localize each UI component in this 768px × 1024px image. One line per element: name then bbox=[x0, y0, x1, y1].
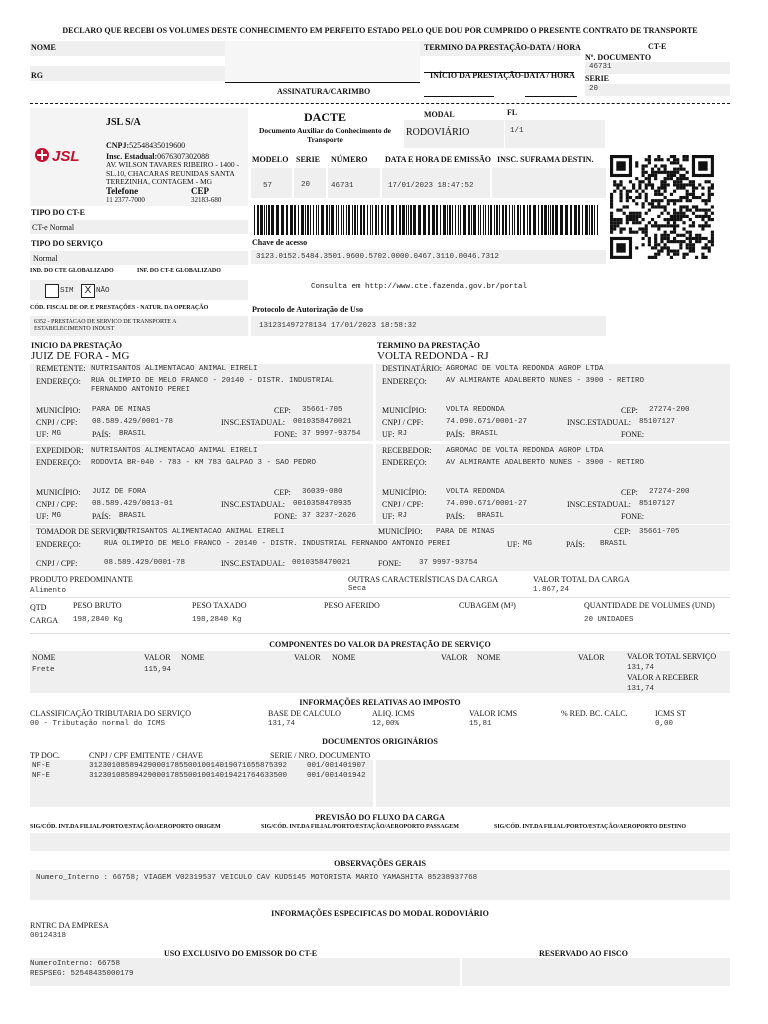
destinatario-cep: 27274-200 bbox=[649, 406, 690, 414]
serie-h-label: SERIE bbox=[296, 155, 321, 164]
serie-value: 20 bbox=[589, 85, 599, 93]
consulta-text: Consulta em http://www.cte.fazenda.gov.br/portal bbox=[311, 283, 528, 291]
recebedor-label: RECEBEDOR: bbox=[382, 446, 432, 455]
destinatario-uf-label: UF: bbox=[382, 430, 395, 439]
comp-item-nome: Frete bbox=[32, 666, 55, 674]
comp-nome-label-3: NOME bbox=[332, 653, 356, 662]
comp-nome-label-1: NOME bbox=[32, 653, 56, 662]
modal-value: RODOVIÁRIO bbox=[406, 127, 470, 138]
fluxo-box bbox=[30, 833, 730, 851]
qtd-label: QTD bbox=[30, 603, 47, 612]
emitter-ie: 0676307302088 bbox=[157, 152, 210, 161]
tipo-cte-label: TIPO DO CT-E bbox=[31, 208, 85, 217]
remetente-name: NUTRISANTOS ALIMENTACAO ANIMAL EIRELI bbox=[91, 365, 258, 373]
destinatario-endereco-label: ENDEREÇO: bbox=[382, 377, 427, 386]
numero-label: NÚMERO bbox=[331, 155, 368, 164]
expedidor-pais: BRASIL bbox=[119, 512, 147, 520]
componentes-title: COMPONENTES DO VALOR DA PRESTAÇÃO DE SERVIÇO bbox=[269, 640, 491, 649]
tomador-uf: MG bbox=[523, 540, 533, 548]
destinatario-cnpj-label: CNPJ / CPF: bbox=[382, 418, 424, 427]
cnpj-label: CNPJ: bbox=[106, 141, 130, 150]
expedidor-municipio-label: MUNICÍPIO: bbox=[36, 488, 81, 497]
destinatario-uf: RJ bbox=[398, 430, 408, 438]
comp-valor-label-4: VALOR bbox=[578, 653, 605, 662]
tomador-uf-label: UF: bbox=[507, 540, 520, 549]
recebedor-municipio: VOLTA REDONDA bbox=[446, 488, 505, 496]
destinatario-endereco: AV ALMIRANTE ADALBERTO NUNES - 3900 - RETIRO bbox=[446, 377, 645, 385]
red-bc-label: % RED. BC. CALC. bbox=[561, 709, 628, 718]
emitter-address: AV. WILSON TAVARES RIBEIRO - 1400 - SL.10, CHACARAS REUNIDAS SANTA TEREZINHA, CONTAGEM - MG bbox=[106, 160, 239, 186]
nao-label: NÃO bbox=[96, 287, 110, 295]
valor-icms-label: VALOR ICMS bbox=[469, 709, 518, 718]
remetente-ie: 0010358470021 bbox=[293, 418, 352, 426]
peso-bruto-value: 198,2840 Kg bbox=[73, 616, 123, 624]
recebedor-cep-label: CEP: bbox=[621, 488, 638, 497]
volumes-value: 20 UNIDADES bbox=[584, 616, 634, 624]
fluxo-destino: SIG/CÓD. INT.DA FILIAL/PORTO/ESTAÇÃO/AEROPORTO DESTINO bbox=[494, 824, 687, 830]
chave-value: 3123.0152.5484.3501.9600.5702.0000.0467.3110.0046.7312 bbox=[256, 253, 500, 261]
expedidor-pais-label: PAÍS: bbox=[92, 512, 111, 521]
ndoc-value: 46731 bbox=[589, 63, 612, 71]
expedidor-municipio: JUIZ DE FORA bbox=[92, 488, 147, 496]
remetente-cep: 35661-705 bbox=[302, 406, 343, 414]
uso-emissor-label: USO EXCLUSIVO DO EMISSOR DO CT-E bbox=[164, 949, 318, 958]
destinatario-name: AGROMAC DE VOLTA REDONDA AGROP LTDA bbox=[446, 365, 604, 373]
tomador-pais: BRASIL bbox=[600, 540, 628, 548]
dacte-subtitle: Documento Auxiliar do Conhecimento de Transporte bbox=[259, 126, 391, 144]
expedidor-cep-label: CEP: bbox=[274, 488, 291, 497]
class-trib-label: CLASSIFICAÇÃO TRIBUTARIA DO SERVIÇO bbox=[30, 709, 192, 718]
protocolo-label: Protocolo de Autorização de Uso bbox=[252, 305, 363, 314]
emissao-label: DATA E HORA DE EMISSÃO bbox=[385, 155, 491, 164]
inicio-prest-label: INICIO DA PRESTAÇÃO bbox=[31, 341, 122, 350]
tomador-cep: 35661-705 bbox=[639, 528, 680, 536]
emitter-telefone: 11 2377-7000 bbox=[106, 196, 145, 204]
cut-line bbox=[30, 103, 730, 104]
modal-label: MODAL bbox=[424, 110, 455, 119]
aliq-label: ALIQ. ICMS bbox=[372, 709, 415, 718]
valor-receber-label: VALOR A RECEBER bbox=[627, 673, 699, 682]
destinatario-cep-label: CEP: bbox=[621, 406, 638, 415]
glob-info-label: INF. DO CT-E GLOBALIZADO bbox=[137, 268, 221, 274]
total-servico-value: 131,74 bbox=[627, 664, 655, 672]
remetente-municipio: PARA DE MINAS bbox=[92, 406, 151, 414]
tomador-ie-label: INSC.ESTADUAL: bbox=[221, 559, 286, 568]
suframa-label: INSC. SUFRAMA DESTIN. bbox=[497, 155, 594, 164]
remetente-fone-label: FONE: bbox=[274, 430, 298, 439]
barcode bbox=[252, 205, 602, 240]
glob-label: IND. DO CTE GLOBALIZADO bbox=[30, 268, 114, 274]
remetente-endereco: RUA OLIMPIO DE MELO FRANCO - 20140 - DISTR. INDUSTRIAL FERNANDO ANTONIO PEREI bbox=[91, 377, 335, 394]
expedidor-endereco: RODOVIA BR-040 - 783 - KM 783 GALPAO 3 - SAO PEDRO bbox=[91, 459, 317, 467]
fluxo-title: PREVISÃO DO FLUXO DA CARGA bbox=[315, 813, 445, 822]
tomador-municipio: PARA DE MINAS bbox=[436, 528, 495, 536]
destinatario-municipio-label: MUNICÍPIO: bbox=[382, 406, 427, 415]
expedidor-label: EXPEDIDOR: bbox=[36, 446, 84, 455]
remetente-uf-label: UF: bbox=[36, 430, 49, 439]
expedidor-ie: 0010358470935 bbox=[293, 500, 352, 508]
sim-checkbox[interactable] bbox=[45, 284, 59, 298]
icms-st-value: 0,00 bbox=[655, 720, 674, 728]
remetente-pais: BRASIL bbox=[119, 430, 147, 438]
expedidor-cnpj-label: CNPJ / CPF: bbox=[36, 500, 78, 509]
imposto-title: INFORMAÇÕES RELATIVAS AO IMPOSTO bbox=[299, 698, 461, 707]
expedidor-cnpj: 08.589.429/0013-01 bbox=[92, 500, 174, 508]
tomador-endereco-label: ENDEREÇO: bbox=[36, 540, 81, 549]
destinatario-pais-label: PAÍS: bbox=[446, 430, 465, 439]
aliq-value: 12,00% bbox=[372, 720, 400, 728]
protocolo-value: 131231497278134 17/01/2023 18:58:32 bbox=[259, 322, 417, 330]
produto-value: Alimento bbox=[30, 587, 67, 595]
remetente-uf: MG bbox=[52, 430, 62, 438]
recebedor-fone-label: FONE: bbox=[621, 512, 645, 521]
remetente-pais-label: PAÍS: bbox=[92, 430, 111, 439]
recebedor-ie: 85107127 bbox=[639, 500, 676, 508]
remetente-ie-label: INSC.ESTADUAL: bbox=[221, 418, 286, 427]
cfop-value: 6352 - PRESTACAO DE SERVICO DE TRANSPORTE A ESTABELECIMENTO INDUST bbox=[34, 319, 177, 332]
expedidor-fone: 37 3237-2626 bbox=[302, 512, 357, 520]
tomador-fone: 37 9997-93754 bbox=[419, 559, 478, 567]
obs-title: OBSERVAÇÕES GERAIS bbox=[334, 859, 426, 868]
remetente-endereco-label: ENDEREÇO: bbox=[36, 377, 81, 386]
remetente-cnpj-label: CNPJ / CPF: bbox=[36, 418, 78, 427]
remetente-municipio-label: MUNICÍPIO: bbox=[36, 406, 81, 415]
comp-valor-label-3: VALOR bbox=[441, 653, 468, 662]
tomador-endereco: RUA OLIMPIO DE MELO FRANCO - 20140 - DISTR. INDUSTRIAL FERNANDO ANTONIO PEREI bbox=[104, 540, 451, 548]
docs-serie-label: SERIE / NRO. DOCUMENTO bbox=[270, 751, 371, 760]
class-trib-value: 00 - Tributação normal do ICMS bbox=[30, 720, 166, 728]
expedidor-uf: MG bbox=[52, 512, 62, 520]
nome-box bbox=[30, 41, 225, 56]
reservado-fisco-label: RESERVADO AO FISCO bbox=[539, 949, 628, 958]
signature-line bbox=[225, 82, 420, 83]
emitter-cnpj: 52548435019600 bbox=[129, 141, 186, 150]
docs-tp-label: TP DOC. bbox=[30, 751, 60, 760]
tomador-cep-label: CEP: bbox=[614, 527, 631, 536]
remetente-cep-label: CEP: bbox=[274, 406, 291, 415]
base-calc-value: 131,74 bbox=[268, 720, 296, 728]
tomador-cnpj-label: CNPJ / CPF: bbox=[36, 559, 78, 568]
peso-taxado-label: PESO TAXADO bbox=[192, 601, 247, 610]
termino-prest-label: TERMINO DA PRESTAÇÃO bbox=[377, 341, 480, 350]
outras-value: Seca bbox=[348, 585, 367, 593]
peso-taxado-value: 198,2840 Kg bbox=[192, 616, 242, 624]
jsl-logo bbox=[34, 146, 98, 169]
volumes-label: QUANTIDADE DE VOLUMES (UND) bbox=[584, 601, 715, 610]
chave-label: Chave de acesso bbox=[252, 238, 308, 247]
rntrc-value: 00124318 bbox=[30, 932, 67, 940]
cubagem-label: CUBAGEM (M³) bbox=[459, 601, 516, 610]
expedidor-uf-label: UF: bbox=[36, 512, 49, 521]
recebedor-uf: RJ bbox=[398, 512, 408, 520]
expedidor-fone-label: FONE: bbox=[274, 512, 298, 521]
doc-row-1-tp: NF-E bbox=[32, 762, 51, 770]
fl-value: 1/1 bbox=[510, 127, 524, 135]
destinatario-fone-label: FONE: bbox=[621, 430, 645, 439]
valor-carga-value: 1.867,24 bbox=[533, 586, 570, 594]
fluxo-origem: SIG/CÓD. INT.DA FILIAL/PORTO/ESTAÇÃO/AEROPORTO ORIGEM bbox=[30, 824, 221, 830]
rodoviario-title: INFORMAÇÕES ESPECIFICAS DO MODAL RODOVIÁRIO bbox=[271, 909, 489, 918]
comp-valor-label-1: VALOR bbox=[144, 653, 171, 662]
recebedor-name: AGROMAC DE VOLTA REDONDA AGROP LTDA bbox=[446, 447, 604, 455]
jsl-logo-text: JSL bbox=[52, 148, 80, 164]
recebedor-pais: BRASIL bbox=[477, 512, 505, 520]
tomador-label: TOMADOR DE SERVIÇO: bbox=[36, 527, 127, 536]
tipo-cte-value: CT-e Normal bbox=[32, 223, 75, 232]
inicio-prest-value: JUIZ DE FORA - MG bbox=[31, 350, 130, 362]
recebedor-uf-label: UF: bbox=[382, 512, 395, 521]
emissao-value: 17/01/2023 18:47:52 bbox=[388, 182, 474, 190]
outras-label: OUTRAS CARACTERÍSTICAS DA CARGA bbox=[348, 575, 499, 584]
destinatario-ie-label: INSC.ESTADUAL: bbox=[567, 418, 632, 427]
remetente-label: REMETENTE: bbox=[36, 364, 86, 373]
footer-line-1: NumeroInterno: 66758 bbox=[30, 960, 121, 968]
fl-label: FL bbox=[507, 108, 518, 117]
docs-table-box-2 bbox=[376, 760, 730, 807]
destinatario-municipio: VOLTA REDONDA bbox=[446, 406, 505, 414]
emitter-cep: 32183-680 bbox=[191, 196, 222, 204]
recebedor-cep: 27274-200 bbox=[649, 488, 690, 496]
telefone-label: Telefone bbox=[106, 186, 139, 196]
destinatario-pais: BRASIL bbox=[471, 430, 499, 438]
assinatura-label: ASSINATURA/CARIMBO bbox=[277, 87, 371, 96]
produto-label: PRODUTO PREDOMINANTE bbox=[30, 575, 133, 584]
doc-row-1-serie: 001/001401907 bbox=[307, 762, 366, 770]
docs-cnpj-label: CNPJ / CPF EMITENTE / CHAVE bbox=[89, 751, 203, 760]
rntrc-label: RNTRC DA EMPRESA bbox=[30, 921, 109, 930]
rg-label: RG bbox=[31, 71, 43, 80]
peso-aferido-label: PESO AFERIDO bbox=[324, 601, 380, 610]
expedidor-endereco-label: ENDEREÇO: bbox=[36, 458, 81, 467]
rg-box bbox=[30, 66, 225, 81]
cfop-label: CÓD. FISCAL DE OP. E PRESTAÇÕES - NATUR. DA OPERAÇÃO bbox=[30, 305, 209, 311]
ie-label: Insc. Estadual: bbox=[106, 152, 158, 161]
componentes-box bbox=[30, 651, 730, 693]
recebedor-municipio-label: MUNICÍPIO: bbox=[382, 488, 427, 497]
termino-prest-value: VOLTA REDONDA - RJ bbox=[377, 350, 489, 362]
recebedor-endereco: AV ALMIRANTE ADALBERTO NUNES - 3900 - RETIRO bbox=[446, 459, 645, 467]
comp-nome-label-2: NOME bbox=[181, 653, 205, 662]
tomador-ie: 0010358470021 bbox=[292, 559, 351, 567]
carga-label: CARGA bbox=[30, 616, 59, 625]
serie-box bbox=[585, 84, 730, 96]
cte-label: CT-E bbox=[648, 42, 667, 51]
numero-value: 46731 bbox=[331, 182, 354, 190]
cep-label: CEP bbox=[191, 186, 209, 196]
tomador-fone-label: FONE: bbox=[378, 559, 402, 568]
recebedor-endereco-label: ENDEREÇO: bbox=[382, 458, 427, 467]
ndoc-label: Nº. DOCUMENTO bbox=[585, 53, 652, 62]
remetente-cnpj: 08.589.429/0001-78 bbox=[92, 418, 174, 426]
recebedor-ie-label: INSC.ESTADUAL: bbox=[567, 500, 632, 509]
comp-item-valor: 115,94 bbox=[144, 666, 172, 674]
destinatario-cnpj: 74.090.671/0001-27 bbox=[446, 418, 528, 426]
termino-label: TERMINO DA PRESTAÇÃO-DATA / HORA bbox=[424, 43, 581, 52]
signature-box[interactable] bbox=[225, 41, 420, 81]
doc-row-2-chave: 31230108589429000178550010014019421764633500 bbox=[89, 772, 288, 780]
nao-checkbox[interactable]: X bbox=[81, 284, 95, 298]
destinatario-label: DESTINATÁRIO: bbox=[382, 364, 442, 373]
valor-icms-value: 15,81 bbox=[469, 720, 492, 728]
doc-row-2-tp: NF-E bbox=[32, 772, 51, 780]
modelo-label: MODELO bbox=[252, 155, 289, 164]
peso-bruto-label: PESO BRUTO bbox=[73, 601, 122, 610]
obs-text: Numero_Interno : 66758; VIAGEM V02319537 VEICULO CAV KUD5145 MOTORISTA MARIO YAMASHITA 85238937768 bbox=[36, 874, 478, 882]
base-calc-label: BASE DE CALCULO bbox=[268, 709, 341, 718]
comp-nome-label-4: NOME bbox=[477, 653, 501, 662]
valor-carga-label: VALOR TOTAL DA CARGA bbox=[533, 575, 630, 584]
emitter-name: JSL S/A bbox=[106, 117, 141, 128]
serie-h-value: 20 bbox=[301, 181, 311, 189]
sim-label: SIM bbox=[60, 287, 74, 295]
doc-row-2-serie: 001/001401942 bbox=[307, 772, 366, 780]
dacte-title: DACTE bbox=[303, 110, 346, 124]
expedidor-cep: 36039-080 bbox=[302, 488, 343, 496]
valor-receber-value: 131,74 bbox=[627, 685, 655, 693]
modelo-value: 57 bbox=[263, 182, 273, 190]
expedidor-name: NUTRISANTOS ALIMENTACAO ANIMAL EIRELI bbox=[91, 447, 258, 455]
tipo-servico-value: Normal bbox=[33, 254, 58, 263]
docs-title: DOCUMENTOS ORIGINÁRIOS bbox=[322, 737, 438, 746]
serie-label: SERIE bbox=[585, 74, 610, 83]
tomador-municipio-label: MUNICÍPIO: bbox=[378, 527, 423, 536]
remetente-fone: 37 9997-93754 bbox=[302, 430, 361, 438]
inicio-label: INÍCIO DA PRESTAÇÃO-DATA / HORA bbox=[430, 71, 575, 80]
inicio-line-1 bbox=[424, 96, 494, 97]
icms-st-label: ICMS ST bbox=[655, 709, 686, 718]
tomador-cnpj: 08.589.429/0001-78 bbox=[104, 559, 186, 567]
inicio-line-2 bbox=[525, 96, 577, 97]
fluxo-passagem: SIG/CÓD. INT.DA FILIAL/PORTO/ESTAÇÃO/AEROPORTO PASSAGEM bbox=[261, 824, 459, 830]
total-servico-label: VALOR TOTAL SERVIÇO bbox=[627, 652, 717, 661]
recebedor-pais-label: PAÍS: bbox=[446, 512, 465, 521]
receipt-declaration: DECLARO QUE RECEBI OS VOLUMES DESTE CONHECIMENTO EM PERFEITO ESTADO PELO QUE DOU POR CUMPRIDO O PRESENTE CONTRATO DE TRANSPORTE bbox=[62, 26, 698, 35]
recebedor-cnpj: 74.090.671/0001-27 bbox=[446, 500, 528, 508]
nome-label: NOME bbox=[31, 43, 56, 52]
doc-row-1-chave: 31230108589429000178550010014019071655875392 bbox=[89, 762, 288, 770]
footer-line-2: RESPSEG: 52548435000179 bbox=[30, 970, 134, 978]
qr-code bbox=[610, 155, 720, 265]
tipo-servico-label: TIPO DO SERVIÇO bbox=[31, 239, 103, 248]
recebedor-cnpj-label: CNPJ / CPF: bbox=[382, 500, 424, 509]
expedidor-ie-label: INSC.ESTADUAL: bbox=[221, 500, 286, 509]
reservado-fisco-box bbox=[462, 958, 730, 986]
tomador-pais-label: PAÍS: bbox=[566, 540, 585, 549]
tomador-name: NUTRISANTOS ALIMENTACAO ANIMAL EIRELI bbox=[118, 528, 285, 536]
comp-valor-label-2: VALOR bbox=[294, 653, 321, 662]
destinatario-ie: 85107127 bbox=[639, 418, 676, 426]
tipo-servico-box bbox=[30, 251, 248, 265]
